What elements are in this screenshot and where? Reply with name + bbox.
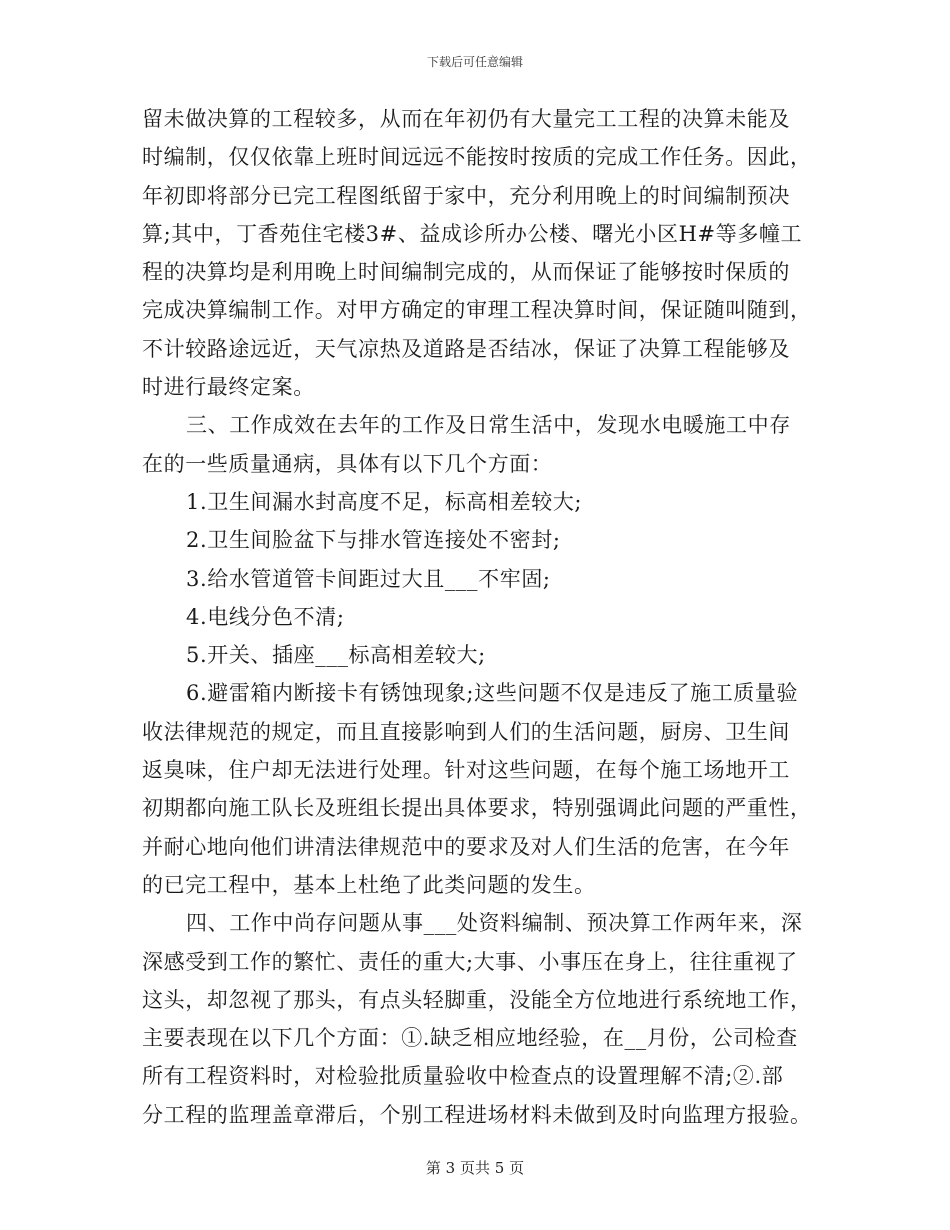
text-line: 时进行最终定案。 xyxy=(142,375,315,400)
text-line: 6.避雷箱内断接卡有锈蚀现象;这些问题不仅是违反了施工质量验 xyxy=(186,681,799,706)
text-line: 4.电线分色不清; xyxy=(186,604,345,629)
text-line: 完成决算编制工作。对甲方确定的审理工程决算时间，保证随叫随到， xyxy=(142,298,812,323)
text-line: 主要表现在以下几个方面：①.缺乏相应地经验，在__月份，公司检查 xyxy=(142,1026,798,1051)
text-line: 并耐心地向他们讲清法律规范中的要求及对人们生活的危害，在今年 xyxy=(142,834,790,859)
text-line: 深感受到工作的繁忙、责任的重大;大事、小事压在身上，往往重视了 xyxy=(142,949,798,974)
text-line: 算;其中，丁香苑住宅楼3#、益成诊所办公楼、曙光小区H#等多幢工 xyxy=(142,221,803,246)
document-body xyxy=(142,100,810,1134)
text-line: 1.卫生间漏水封高度不足，标高相差较大; xyxy=(186,489,583,514)
text-line: 留未做决算的工程较多，从而在年初仍有大量完工工程的决算未能及 xyxy=(142,107,790,131)
text-line: 5.开关、插座___标高相差较大; xyxy=(186,643,486,668)
text-line: 在的一些质量通病，具体有以下几个方面： xyxy=(142,451,553,476)
text-line: 分工程的监理盖章滞后，个别工程进场材料未做到及时向监理方报验。 xyxy=(142,1102,812,1127)
page-number: 第 3 页共 5 页 xyxy=(425,1159,525,1177)
text-line: 的已完工程中，基本上杜绝了此类问题的发生。 xyxy=(142,872,596,897)
text-line: 不计较路途远近，天气凉热及道路是否结冰，保证了决算工程能够及 xyxy=(142,336,790,361)
text-line: 这头，却忽视了那头，有点头轻脚重，没能全方位地进行系统地工作， xyxy=(142,987,812,1012)
text-line: 年初即将部分已完工程图纸留于家中，充分利用晚上的时间编制预决 xyxy=(142,183,790,208)
text-line: 收法律规范的规定，而且直接影响到人们的生活问题，厨房、卫生间 xyxy=(142,719,790,744)
text-line: 时编制，仅仅依靠上班时间远远不能按时按质的完成工作任务。因此， xyxy=(142,145,812,170)
text-line: 四、工作中尚存问题从事___处资料编制、预决算工作两年来，深 xyxy=(186,911,803,936)
text-line: 初期都向施工队长及班组长提出具体要求，特别强调此问题的严重性， xyxy=(142,796,812,821)
text-line: 3.给水管道管卡间距过大且___不牢固; xyxy=(186,566,551,591)
text-line: 所有工程资料时，对检验批质量验收中检查点的设置理解不清;②.部 xyxy=(142,1064,784,1089)
text-line: 程的决算均是利用晚上时间编制完成的，从而保证了能够按时保质的 xyxy=(142,260,790,285)
text-line: 返臭味，住户却无法进行处理。针对这些问题，在每个施工场地开工 xyxy=(142,758,790,783)
text-line: 2.卫生间脸盆下与排水管连接处不密封; xyxy=(186,528,561,553)
page-header-note: 下载后可任意编辑 xyxy=(426,55,523,69)
text-line: 三、工作成效在去年的工作及日常生活中，发现水电暖施工中存 xyxy=(186,413,791,438)
